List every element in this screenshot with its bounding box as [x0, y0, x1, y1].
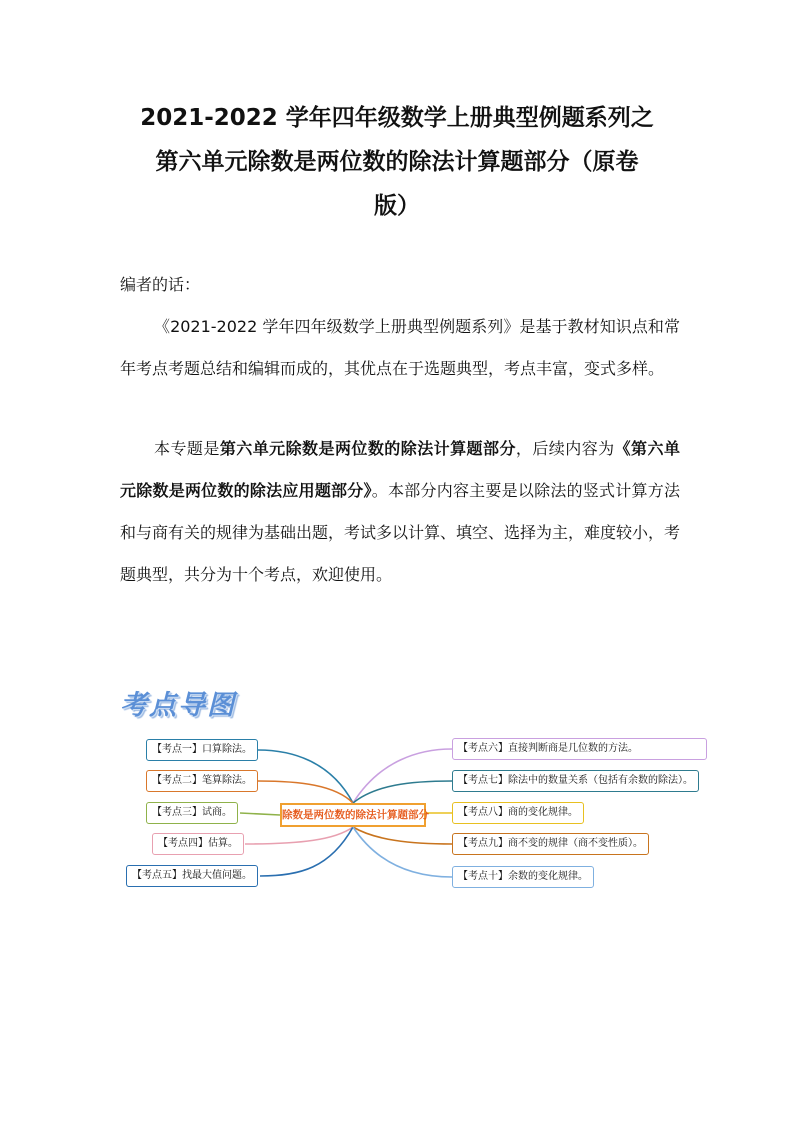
mindmap-center-node: 除数是两位数的除法计算题部分: [280, 803, 426, 827]
mindmap-node-right-4: 【考点九】商不变的规律（商不变性质）。: [452, 833, 649, 855]
scope-prefix: 本专题是: [154, 439, 220, 458]
scope-next-topic: 《第六单元除数是两位数的除法应用题部分》: [120, 439, 680, 500]
mindmap-node-right-1: 【考点六】直接判断商是几位数的方法。: [452, 738, 707, 760]
connector-left-4: [245, 827, 353, 844]
connector-left-1: [258, 750, 353, 803]
connector-right-4: [353, 827, 452, 844]
mindmap-node-left-5: 【考点五】找最大值问题。: [126, 865, 258, 887]
mindmap-node-right-3: 【考点八】商的变化规律。: [452, 802, 584, 824]
scope-topic: 第六单元除数是两位数的除法计算题部分: [219, 439, 516, 458]
mindmap-heading: 考点导图: [120, 690, 236, 721]
mindmap-node-left-2: 【考点二】笔算除法。: [146, 770, 258, 792]
mindmap-node-right-5: 【考点十】余数的变化规律。: [452, 866, 594, 888]
connector-left-2: [258, 781, 353, 803]
scope-mid: ，后续内容为: [515, 439, 615, 458]
title-line-1: 2021-2022 学年四年级数学上册典型例题系列之: [140, 105, 654, 131]
mindmap-node-right-2: 【考点七】除法中的数量关系（包括有余数的除法）。: [452, 770, 699, 792]
mindmap-node-left-4: 【考点四】估算。: [152, 833, 244, 855]
connector-right-1: [353, 749, 452, 803]
intro-paragraph: 《2021-2022 学年四年级数学上册典型例题系列》是基于教材知识点和常年考点考题总结和编辑而成的，其优点在于选题典型，考点丰富，变式多样。: [120, 317, 680, 378]
editor-note-label: 编者的话：: [120, 275, 201, 294]
title-line-3: 版）: [374, 193, 420, 219]
title-line-2: 第六单元除数是两位数的除法计算题部分（原卷: [155, 149, 639, 175]
mindmap-node-left-1: 【考点一】口算除法。: [146, 739, 258, 761]
mindmap-node-left-3: 【考点三】试商。: [146, 802, 238, 824]
connector-left-3: [240, 813, 280, 815]
scope-suffix: 。本部分内容主要是以除法的竖式计算方法和与商有关的规律为基础出题，考试多以计算、填空、选择为主，难度较小，考题典型，共分为十个考点，欢迎使用。: [120, 481, 681, 584]
